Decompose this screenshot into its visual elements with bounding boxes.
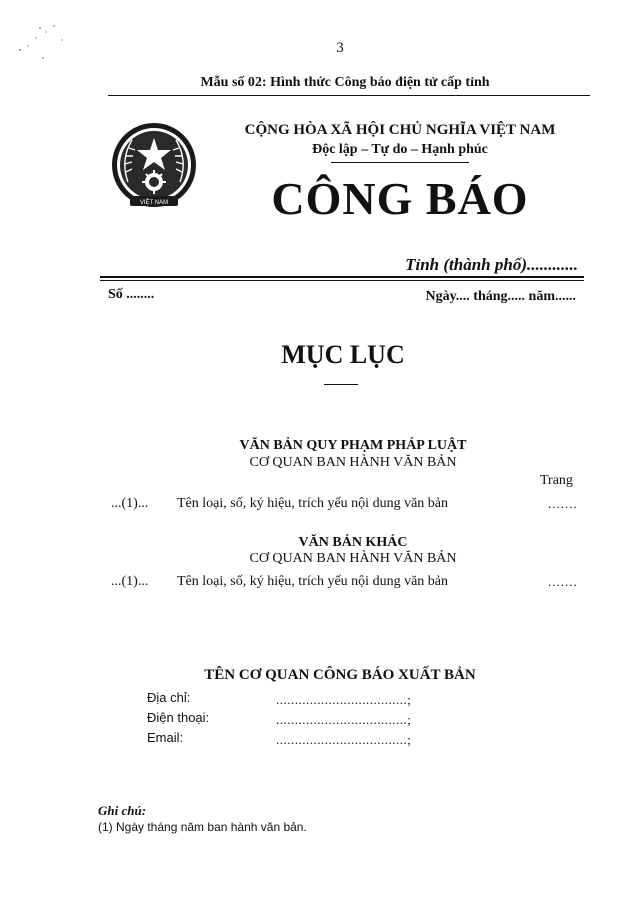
note-text: (1) Ngày tháng năm ban hành văn bản. (98, 820, 307, 834)
note-heading: Ghi chú: (98, 803, 147, 818)
toc-entry-description: Tên loại, số, ký hiệu, trích yếu nội dung văn bản (177, 574, 448, 589)
toc-title: MỤC LỤC (281, 340, 405, 369)
emblem-ribbon-text: VIỆT NAM (139, 200, 169, 206)
section-title-other-docs: VĂN BẢN KHÁC (298, 535, 408, 550)
publisher-name: TÊN CƠ QUAN CÔNG BÁO XUẤT BẢN (204, 667, 476, 683)
toc-underline (324, 384, 358, 385)
email-label: Email: (147, 730, 184, 745)
toc-entry-number: ...(1)... (111, 496, 149, 511)
section-title-legal-docs: VĂN BẢN QUY PHẠM PHÁP LUẬT (239, 438, 467, 453)
motto-underline (331, 162, 469, 163)
national-emblem-icon (108, 120, 200, 214)
gazette-title: CÔNG BÁO (271, 173, 529, 224)
section-subtitle-legal-docs: CƠ QUAN BAN HÀNH VĂN BẢN (249, 455, 457, 470)
email-value: ...................................; (276, 732, 412, 747)
form-caption: Mẫu số 02: Hình thức Công báo điện tử cấp tỉnh (200, 75, 490, 90)
province-field: Tỉnh (thành phố)............ (405, 255, 578, 274)
issue-date: Ngày.... tháng..... năm...... (425, 289, 576, 304)
address-label: Địa chỉ: (147, 690, 191, 705)
page-number: 3 (336, 40, 344, 56)
address-value: ...................................; (276, 692, 412, 707)
header-rule-thin (100, 280, 584, 281)
toc-entry-page: ....... (548, 574, 578, 589)
toc-entry-page: ....... (548, 496, 578, 511)
national-motto: Độc lập – Tự do – Hạnh phúc (312, 142, 488, 157)
header-rule-thick (100, 276, 584, 278)
phone-value: ...................................; (276, 712, 412, 727)
phone-label: Điện thoại: (147, 710, 210, 725)
toc-entry-description: Tên loại, số, ký hiệu, trích yếu nội dung văn bản (177, 496, 448, 511)
section-subtitle-other-docs: CƠ QUAN BAN HÀNH VĂN BẢN (249, 551, 457, 566)
top-rule (108, 95, 590, 96)
issue-number: Số ........ (108, 287, 155, 302)
nation-name: CỘNG HÒA XÃ HỘI CHỦ NGHĨA VIỆT NAM (244, 122, 556, 138)
toc-entry-number: ...(1)... (111, 574, 149, 589)
page-column-label: Trang (540, 473, 573, 488)
